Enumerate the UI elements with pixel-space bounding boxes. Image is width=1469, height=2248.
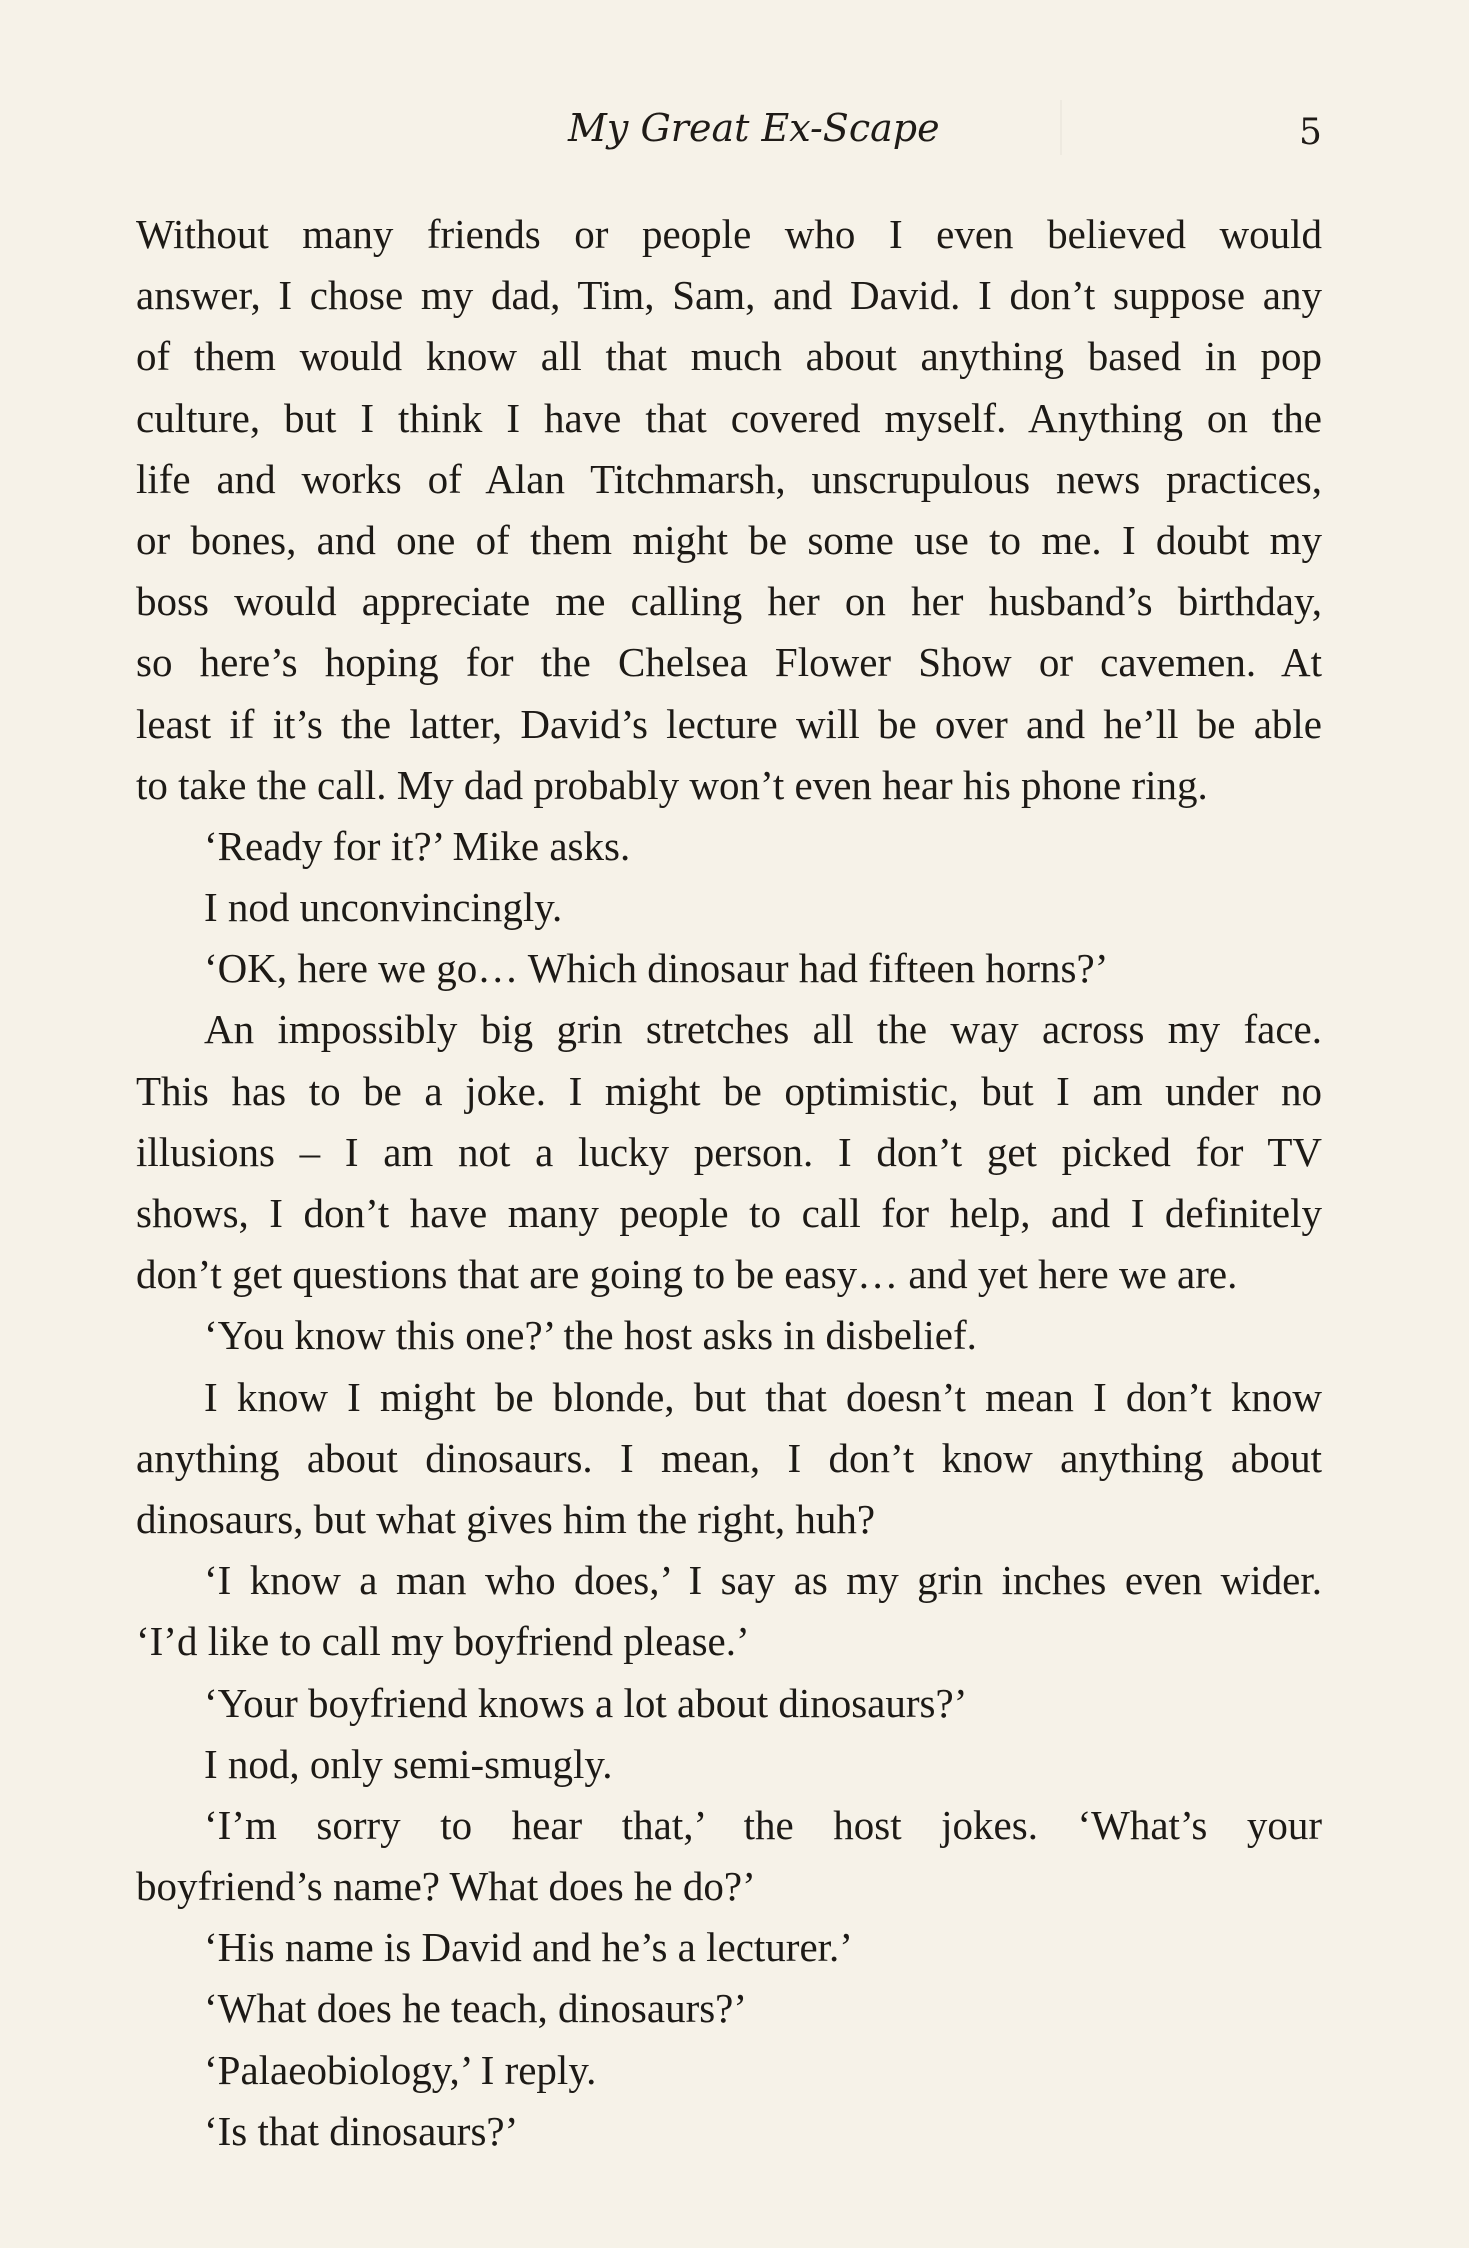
text-line: so here’s hoping for the Chelsea Flower Show or cavemen. At [136,639,1322,686]
text-line: ‘OK, here we go… Which dinosaur had fifteen horns?’ [204,945,1109,992]
text-line: or bones, and one of them might be some use to me. I doubt my [136,516,1322,563]
text-line: ‘What does he teach, dinosaurs?’ [204,1985,748,2032]
running-head [0,98,1469,158]
text-line: An impossibly big grin stretches all the way across my face. [204,1006,1322,1053]
text-line: answer, I chose my dad, Tim, Sam, and David. I don’t suppose any [136,272,1322,319]
text-line: dinosaurs, but what gives him the right, huh? [136,1495,876,1542]
text-line: ‘Ready for it?’ Mike asks. [204,822,631,869]
text-line: I know I might be blonde, but that doesn’t mean I don’t know [204,1373,1322,1420]
body-text [136,204,1322,2162]
text-line: This has to be a joke. I might be optimistic, but I am under no [136,1067,1322,1114]
page-number: 5 [1299,112,1322,153]
text-line: ‘Palaeobiology,’ I reply. [204,2046,597,2093]
text-line: anything about dinosaurs. I mean, I don’t know anything about [136,1434,1322,1481]
text-line: ‘I’m sorry to hear that,’ the host jokes. ‘What’s your [204,1801,1322,1848]
text-line: ‘I’d like to call my boyfriend please.’ [136,1618,750,1665]
text-line: least if it’s the latter, David’s lecture will be over and he’ll be able [136,700,1322,747]
text-line: ‘Is that dinosaurs?’ [204,2107,519,2154]
text-line: I nod unconvincingly. [204,884,563,931]
text-line: shows, I don’t have many people to call for help, and I definitely [136,1190,1322,1236]
text-line: culture, but I think I have that covered myself. Anything on the [136,394,1322,441]
text-line: ‘Your boyfriend knows a lot about dinosaurs?’ [204,1679,968,1726]
running-title: My Great Ex-Scape [568,106,940,150]
text-line: I nod, only semi-smugly. [204,1740,613,1787]
text-line: to take the call. My dad probably won’t even hear his phone ring. [136,761,1208,808]
text-line: ‘I know a man who does,’ I say as my grin inches even wider. [204,1557,1322,1604]
text-line: Without many friends or people who I even believed would [136,211,1322,257]
text-line: boyfriend’s name? What does he do?’ [136,1863,756,1910]
text-line: don’t get questions that are going to be easy… and yet here we are. [136,1251,1238,1298]
text-line: ‘You know this one?’ the host asks in disbelief. [204,1312,977,1359]
text-line: life and works of Alan Titchmarsh, unscrupulous news practices, [136,455,1322,502]
text-line: ‘His name is David and he’s a lecturer.’ [204,1924,853,1971]
text-line: boss would appreciate me calling her on her husband’s birthday, [136,578,1322,625]
text-line: illusions – I am not a lucky person. I don’t get picked for TV [136,1128,1322,1175]
text-line: of them would know all that much about anything based in pop [136,333,1322,380]
